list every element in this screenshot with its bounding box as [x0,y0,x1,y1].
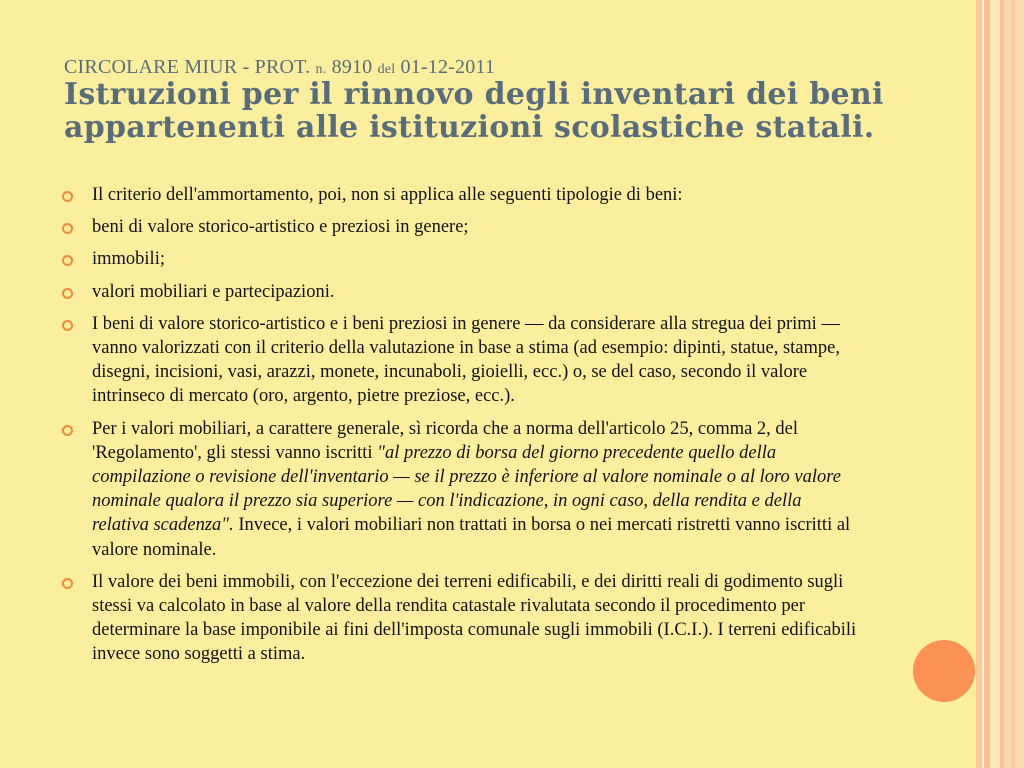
bullet-text: beni di valore storico-artistico e preziosi in genere; [92,217,469,238]
bullet-icon [62,288,73,299]
bullet-text: valori mobiliari e partecipazioni. [92,281,335,302]
bullet-list [60,183,860,675]
decorative-stripe [990,0,1000,768]
list-item [60,312,860,409]
decorative-circle [913,640,975,702]
list-item [60,280,860,304]
bullet-icon [62,191,73,202]
bullet-text: immobili; [92,249,165,270]
bullet-icon [62,255,73,266]
bullet-quote: "al prezzo di borsa del giorno precedente quello della compilazione o revisione dell'inventario — se il prezzo è inferiore al valore nominale o al loro valore nominale qualora il prezzo sia superiore — con l'indicazione, in ogni caso, della rendita e della relativa scadenza". [92,442,841,536]
bullet-text: Il criterio dell'ammortamento, poi, non si applica alle seguenti tipologie di beni: [92,185,683,205]
list-item [60,215,860,239]
bullet-icon [62,223,73,234]
bullet-text: Per i valori mobiliari, a carattere generale, sì ricorda che a norma dell'articolo 25, comma 2, del 'Regolamento', gli stessi vanno iscritti [92,418,799,463]
title-n: n. [315,62,327,77]
title-number: 8910 [331,56,373,78]
slide-title: Istruzioni per il rinnovo degli inventari dei beni appartenenti alle istituzioni scolastiche statali. [64,77,884,145]
list-item [60,183,860,207]
slide-title-reference [64,56,495,79]
bullet-text: I beni di valore storico-artistico e i beni preziosi in genere — da considerare alla stregua dei primi — vanno valorizzati con il criterio della valutazione in base a stima (ad esempio: dipinti, statue, stampe, disegni, incisioni, vasi, arazzi, monete, incunaboli, gioielli, ecc.) o, se del caso, secondo il valore intrinseco di mercato (oro, argento, pietre preziose, ecc.). [92,313,840,407]
bullet-text: Invece, i valori mobiliari non trattati in borsa o nei mercati ristretti vanno iscritti al valore nominale. [92,515,851,560]
decorative-stripe [1011,0,1015,768]
bullet-icon [62,425,73,436]
bullet-icon [62,320,73,331]
list-item [60,417,860,562]
bullet-text: Il valore dei beni immobili, con l'eccezione dei terreni edificabili, e dei diritti reali di godimento sugli stessi va calcolato in base al valore della rendita catastale rivalutata secondo il procedimento per determinare la base imponibile ai fini dell'imposta comunale sugli immobili (I.C.I.). I terreni edificabili invece sono soggetti a stima. [92,571,857,665]
list-item [60,247,860,271]
title-prefix: CIRCOLARE MIUR - PROT. [64,56,311,78]
title-del: del [377,62,396,77]
list-item [60,570,860,667]
bullet-icon [62,578,73,589]
title-date: 01-12-2011 [400,56,496,78]
